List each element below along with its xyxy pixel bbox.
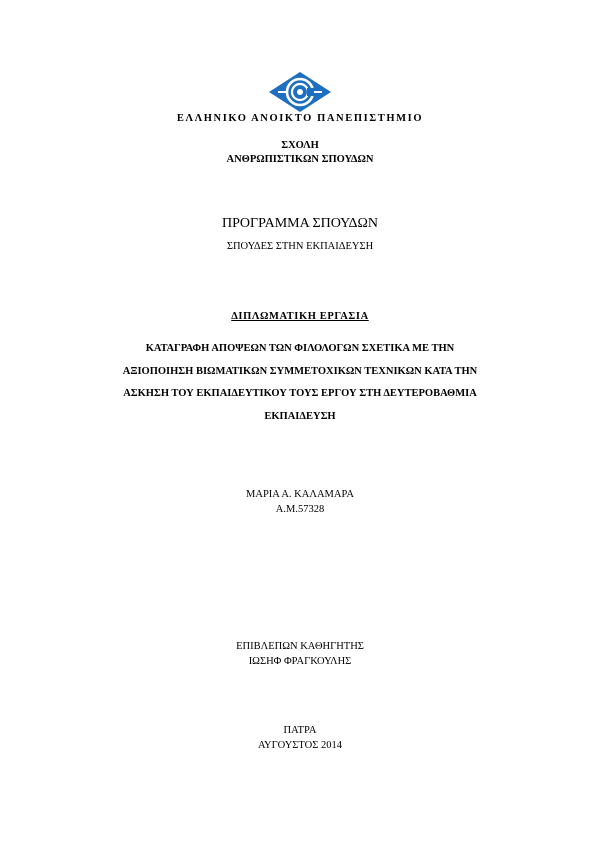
supervisor-label: ΕΠΙΒΛΕΠΩΝ ΚΑΘΗΓΗΤΗΣ	[236, 641, 364, 652]
thesis-type: ΔΙΠΛΩΜΑΤΙΚΗ ΕΡΓΑΣΙΑ	[231, 311, 369, 322]
thesis-title	[90, 338, 510, 428]
supervisor-name: ΙΩΣΗΦ ΦΡΑΓΚΟΥΛΗΣ	[248, 656, 352, 667]
school-name: ΣΧΟΛΗ	[281, 140, 319, 151]
program-subtitle: ΣΠΟΥΔΕΣ ΣΤΗΝ ΕΚΠΑΙΔΕΥΣΗ	[226, 241, 374, 252]
thesis-title-line: ΚΑΤΑΓΡΑΦΗ ΑΠΟΨΕΩΝ ΤΩΝ ΦΙΛΟΛΟΓΩΝ ΣΧΕΤΙΚΑ ΜΕ ΤΗΝ	[145, 343, 455, 354]
thesis-title-line: ΑΞΙΟΠΟΙΗΣΗ ΒΙΩΜΑΤΙΚΩΝ ΣΥΜΜΕΤΟΧΙΚΩΝ ΤΕΧΝΙΚΩΝ ΚΑΤΑ ΤΗΝ	[122, 365, 478, 377]
date: ΑΥΓΟΥΣΤΟΣ 2014	[258, 740, 342, 751]
city: ΠΑΤΡΑ	[283, 725, 317, 736]
program-title: ΠΡΟΓΡΑΜΜΑ ΣΠΟΥΔΩΝ	[221, 216, 378, 231]
author-name: ΜΑΡΙΑ Α. ΚΑΛΑΜΑΡΑ	[246, 489, 354, 500]
university-name: ΕΛΛΗΝΙΚΟ ΑΝΟΙΚΤΟ ΠΑΝΕΠΙΣΤΗΜΙΟ	[176, 113, 424, 124]
registration-number: Α.Μ.57328	[275, 504, 325, 515]
department-name: ΑΝΘΡΩΠΙΣΤΙΚΩΝ ΣΠΟΥΔΩΝ	[226, 154, 374, 165]
university-logo-icon	[268, 71, 332, 113]
thesis-title-line: ΑΣΚΗΣΗ ΤΟΥ ΕΚΠΑΙΔΕΥΤΙΚΟΥ ΤΟΥΣ ΕΡΓΟΥ ΣΤΗ ΔΕΥΤΕΡΟΒΑΘΜΙΑ	[123, 388, 477, 399]
thesis-title-line: ΕΚΠΑΙΔΕΥΣΗ	[264, 410, 336, 422]
